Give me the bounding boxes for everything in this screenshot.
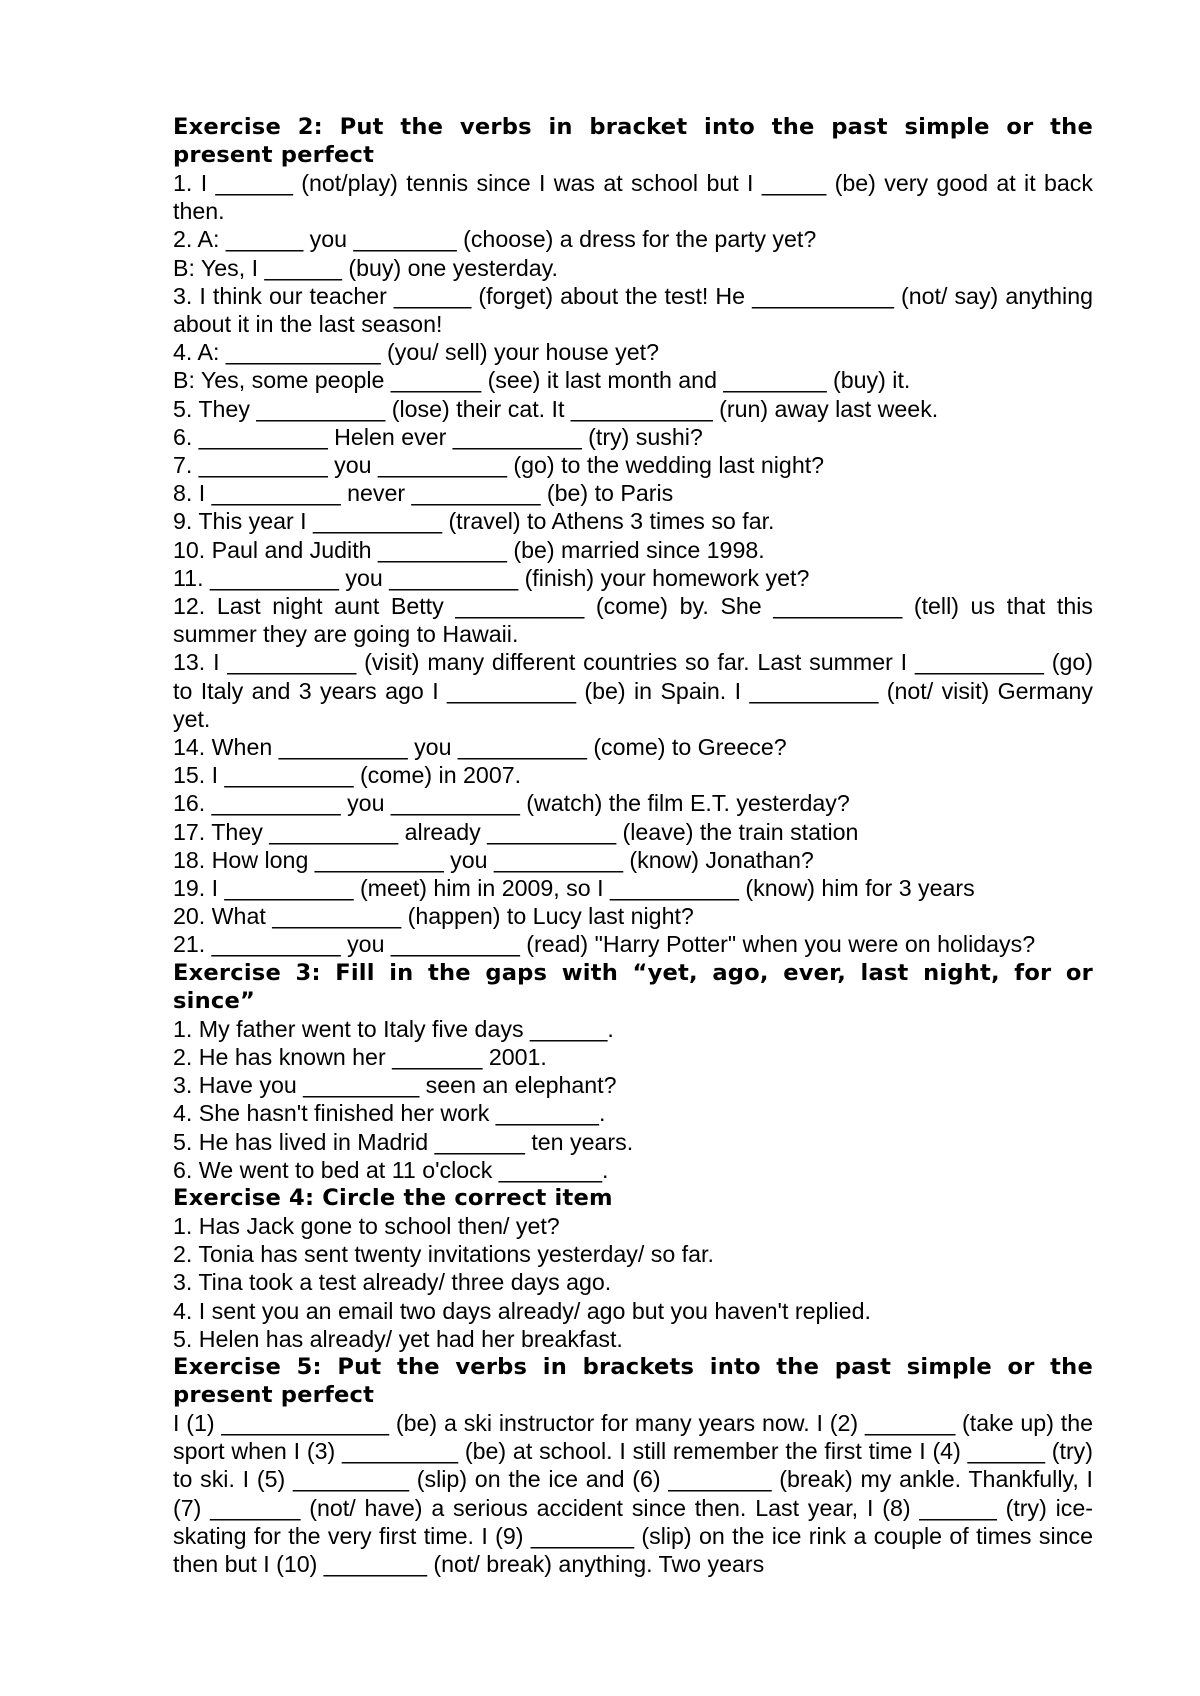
exercise-2-item: 14. When __________ you __________ (come) to Greece? [173,734,787,761]
exercise-2-item: 5. They __________ (lose) their cat. It ___________ (run) away last week. [173,395,939,422]
exercise-5 [173,1353,1093,1578]
exercise-2 [173,113,1093,959]
exercise-2-item: 18. How long __________ you __________ (know) Jonathan? [173,846,814,873]
exercise-3-item: 4. She hasn't finished her work ________. [173,1100,606,1127]
exercise-3-item: 1. My father went to Italy five days ______. [173,1015,614,1042]
exercise-2-item: 8. I __________ never __________ (be) to Paris [173,480,674,507]
exercise-4-item: 1. Has Jack gone to school then/ yet? [173,1212,560,1239]
exercise-2-item: 11. __________ you __________ (finish) your homework yet? [173,564,810,591]
worksheet-page [173,113,1093,1578]
exercise-2-item: 1. I ______ (not/play) tennis since I was at school but I _____ (be) very good at it back then. [173,170,1093,225]
exercise-2-item: 16. __________ you __________ (watch) the film E.T. yesterday? [173,790,850,817]
exercise-3-item: 3. Have you _________ seen an elephant? [173,1072,617,1099]
exercise-2-item: 17. They __________ already __________ (leave) the train station [173,818,859,845]
exercise-2-item: 12. Last night aunt Betty __________ (come) by. She __________ (tell) us that this summer they are going to Hawaii. [173,593,1093,648]
exercise-4-item: 3. Tina took a test already/ three days ago. [173,1269,612,1296]
exercise-2-item: 20. What __________ (happen) to Lucy last night? [173,903,694,930]
exercise-2-item: 3. I think our teacher ______ (forget) about the test! He ___________ (not/ say) anything about it in the last season! [173,282,1093,338]
exercise-3-title: Exercise 3: Fill in the gaps with “yet, ago, ever, last night, for or since” [173,959,1093,1014]
exercise-5-paragraph: I (1) _____________ (be) a ski instructor for many years now. I (2) _______ (take up) the sport when I (3) _________ (be) at school. I still remember the first time I (4) ______ (try) to ski. I (5) _________ (slip) on the ice and (6) ________ (break) my ankle. Thankfully, I (7) _______ (not/ have) a serious accident since then. Last year, I (8) ______ (try) ice-skating for the very first time. I (9) ________ (slip) on the ice rink a couple of times since then but I (10) ________ (not/ break) anything. Two years [173,1409,1093,1577]
exercise-2-item: 19. I __________ (meet) him in 2009, so I __________ (know) him for 3 years [173,875,975,902]
exercise-3-item: 5. He has lived in Madrid _______ ten years. [173,1128,634,1155]
exercise-5-title: Exercise 5: Put the verbs in brackets into the past simple or the present perfect [173,1353,1093,1408]
exercise-2-item: 9. This year I __________ (travel) to Athens 3 times so far. [173,508,775,535]
exercise-2-item: 13. I __________ (visit) many different countries so far. Last summer I __________ (go) to Italy and 3 years ago I __________ (be) in Spain. I __________ (not/ visit) Germany yet. [173,649,1093,732]
exercise-4-item: 5. Helen has already/ yet had her breakfast. [173,1325,623,1352]
exercise-4 [173,1184,1093,1353]
exercise-2-item: 4. A: ____________ (you/ sell) your house yet? [173,339,659,366]
exercise-3-item: 2. He has known her _______ 2001. [173,1043,547,1070]
exercise-2-item: B: Yes, I ______ (buy) one yesterday. [173,254,558,281]
exercise-4-title: Exercise 4: Circle the correct item [173,1184,613,1211]
exercise-2-item: 2. A: ______ you ________ (choose) a dress for the party yet? [173,226,817,253]
exercise-3-item: 6. We went to bed at 11 o'clock ________. [173,1156,609,1183]
exercise-3 [173,959,1093,1184]
exercise-2-title: Exercise 2: Put the verbs in bracket into the past simple or the present perfect [173,114,1093,168]
exercise-4-item: 2. Tonia has sent twenty invitations yesterday/ so far. [173,1241,714,1268]
exercise-2-item: B: Yes, some people _______ (see) it last month and ________ (buy) it. [173,367,911,394]
exercise-2-item: 10. Paul and Judith __________ (be) married since 1998. [173,536,765,563]
exercise-2-item: 7. __________ you __________ (go) to the wedding last night? [173,452,825,479]
exercise-2-item: 6. __________ Helen ever __________ (try) sushi? [173,423,703,450]
exercise-2-item: 21. __________ you __________ (read) "Harry Potter" when you were on holidays? [173,931,1036,958]
exercise-4-item: 4. I sent you an email two days already/ ago but you haven't replied. [173,1297,871,1324]
exercise-2-item: 15. I __________ (come) in 2007. [173,762,522,789]
